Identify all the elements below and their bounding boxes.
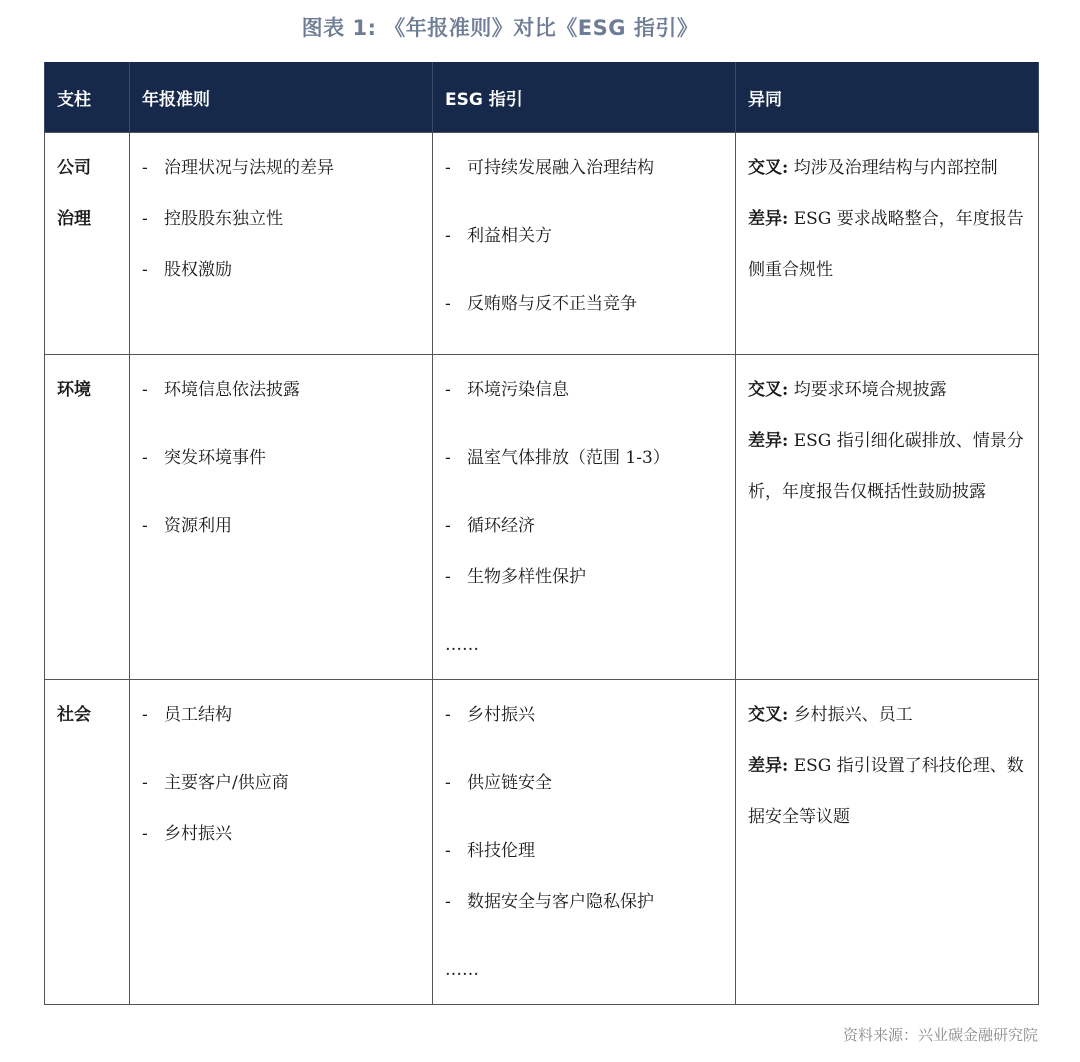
list-item: - 环境污染信息 bbox=[445, 380, 569, 400]
list-item: - 数据安全与客户隐私保护 bbox=[445, 892, 654, 912]
overlap-text: 交叉: 均涉及治理结构与内部控制 bbox=[748, 158, 998, 178]
table-row bbox=[45, 133, 1039, 355]
comparison-cell bbox=[736, 680, 1039, 1005]
list-item: - 乡村振兴 bbox=[142, 824, 232, 844]
list-item: - 反贿赂与反不正当竞争 bbox=[445, 294, 637, 314]
list-item: - 温室气体排放（范围 1-3） bbox=[445, 448, 670, 468]
overlap-text: 交叉: 均要求环境合规披露 bbox=[748, 380, 947, 400]
difference-text: 差异: ESG 要求战略整合，年度报告侧重合规性 bbox=[748, 209, 1024, 280]
difference-text: 差异: ESG 指引设置了科技伦理、数据安全等议题 bbox=[748, 756, 1024, 827]
pillar-cell bbox=[45, 355, 130, 680]
header-esg-guideline: ESG 指引 bbox=[433, 62, 736, 133]
esg-cell bbox=[433, 680, 736, 1005]
list-item: - 控股股东独立性 bbox=[142, 209, 283, 229]
list-item: - 治理状况与法规的差异 bbox=[142, 158, 334, 178]
table-header-row bbox=[45, 62, 1039, 133]
list-item: - 乡村振兴 bbox=[445, 705, 535, 725]
list-item: - 可持续发展融入治理结构 bbox=[445, 158, 654, 178]
comparison-cell bbox=[736, 355, 1039, 680]
figure-title: 图表 1: 《年报准则》对比《ESG 指引》 bbox=[301, 16, 699, 40]
pillar-cell bbox=[45, 680, 130, 1005]
overlap-text: 交叉: 乡村振兴、员工 bbox=[748, 705, 913, 725]
list-item: - 利益相关方 bbox=[445, 226, 552, 246]
header-annual-report: 年报准则 bbox=[130, 62, 433, 133]
list-item: - 资源利用 bbox=[142, 516, 232, 536]
list-item: - 环境信息依法披露 bbox=[142, 380, 300, 400]
pillar-label: 公司治理 bbox=[57, 158, 91, 229]
header-comparison: 异同 bbox=[736, 62, 1039, 133]
esg-cell bbox=[433, 133, 736, 355]
annual-cell bbox=[130, 133, 433, 355]
annual-cell bbox=[130, 355, 433, 680]
list-item: …… bbox=[445, 960, 479, 980]
table-row bbox=[45, 355, 1039, 680]
list-item: …… bbox=[445, 635, 479, 655]
list-item: - 科技伦理 bbox=[445, 841, 535, 861]
annual-cell bbox=[130, 680, 433, 1005]
list-item: - 突发环境事件 bbox=[142, 448, 266, 468]
pillar-label: 环境 bbox=[57, 380, 91, 400]
list-item: - 股权激励 bbox=[142, 260, 232, 280]
list-item: - 员工结构 bbox=[142, 705, 232, 725]
difference-text: 差异: ESG 指引细化碳排放、情景分析，年度报告仅概括性鼓励披露 bbox=[748, 431, 1024, 502]
list-item: - 生物多样性保护 bbox=[445, 567, 586, 587]
pillar-label: 社会 bbox=[57, 705, 91, 725]
list-item: - 主要客户/供应商 bbox=[142, 773, 289, 793]
list-item: - 供应链安全 bbox=[445, 773, 552, 793]
table-row bbox=[45, 680, 1039, 1005]
esg-cell bbox=[433, 355, 736, 680]
list-item: - 循环经济 bbox=[445, 516, 535, 536]
source-note: 资料来源：兴业碳金融研究院 bbox=[842, 1026, 1038, 1044]
comparison-table bbox=[44, 62, 1039, 1005]
header-pillar: 支柱 bbox=[45, 62, 130, 133]
pillar-cell bbox=[45, 133, 130, 355]
comparison-cell bbox=[736, 133, 1039, 355]
